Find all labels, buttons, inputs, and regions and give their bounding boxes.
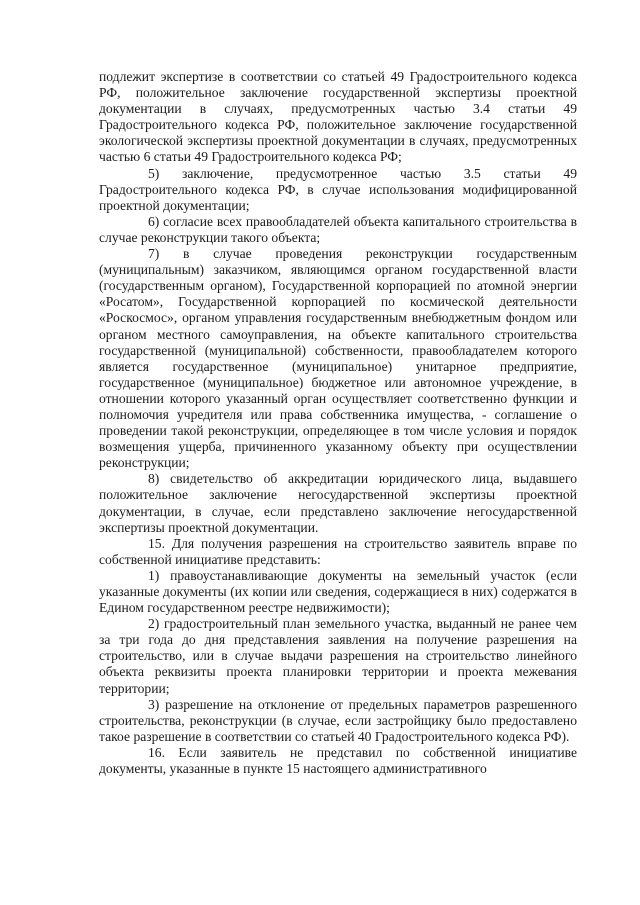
paragraph-expertise-continuation: подлежит экспертизе в соответствии со статьей 49 Градостроительного кодекса РФ, положительное заключение государственной экспертизы проектной документации в случаях, предусмотренных частью 3.4 статьи 49 Градостроительного кодекса РФ, положительное заключение государственной экологической экспертизы проектной документации в случаях, предусмотренных частью 6 статьи 49 Градостроительного кодекса РФ; <box>99 69 577 165</box>
paragraph-item-8: 8) свидетельство об аккредитации юридического лица, выдавшего положительное заключение негосударственной экспертизы проектной документации, в случае, если представлено заключение негосударственной экспертизы проектной документации. <box>99 471 577 535</box>
paragraph-section-15-item-2: 2) градостроительный план земельного участка, выданный не ранее чем за три года до дня представления заявления на получение разрешения на строительство, или в случае выдачи разрешения на строительство линейного объекта реквизиты проекта планировки территории и проекта межевания территории; <box>99 616 577 696</box>
document-page <box>99 69 577 777</box>
paragraph-section-16: 16. Если заявитель не представил по собственной инициативе документы, указанные в пункте 15 настоящего административного <box>99 744 577 777</box>
paragraph-item-5: 5) заключение, предусмотренное частью 3.5 статьи 49 Градостроительного кодекса РФ, в случае использования модифицированной проектной документации; <box>99 165 577 213</box>
paragraph-section-15-item-3: 3) разрешение на отклонение от предельных параметров разрешенного строительства, реконструкции (в случае, если застройщику было предоставлено такое разрешение в соответствии со статьей 40 Градостроительного кодекса РФ). <box>99 696 577 744</box>
paragraph-item-7: 7) в случае проведения реконструкции государственным (муниципальным) заказчиком, являющимся органом государственной власти (государственным органом), Государственной корпорацией по атомной энергии «Росатом», Государственной корпорацией по космической деятельности «Роскосмос», органом управления государственным внебюджетным фондом или органом местного самоуправления, на объекте капитального строительства государственной (муниципальной) собственности, правообладателем которого является государственное (муниципальное) унитарное предприятие, государственное (муниципальное) бюджетное или автономное учреждение, в отношении которого указанный орган осуществляет соответственно функции и полномочия учредителя или права собственника имущества, - соглашение о проведении такой реконструкции, определяющее в том числе условия и порядок возмещения ущерба, причиненного указанному объекту при осуществлении реконструкции; <box>99 246 577 471</box>
paragraph-section-15-item-1: 1) правоустанавливающие документы на земельный участок (если указанные документы (их копии или сведения, содержащиеся в них) содержатся в Едином государственном реестре недвижимости); <box>99 567 577 616</box>
paragraph-item-6: 6) согласие всех правообладателей объекта капитального строительства в случае реконструкции такого объекта; <box>99 213 577 245</box>
paragraph-section-15: 15. Для получения разрешения на строительство заявитель вправе по собственной инициативе представить: <box>99 535 577 567</box>
